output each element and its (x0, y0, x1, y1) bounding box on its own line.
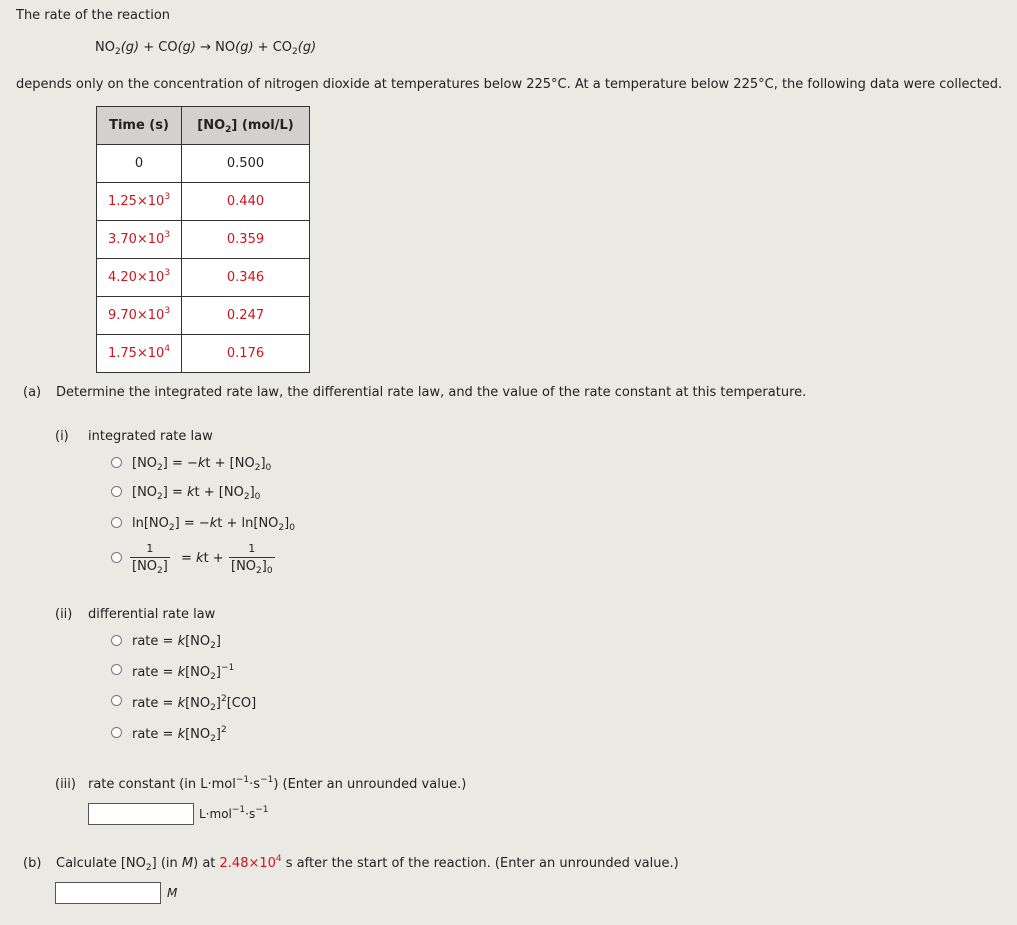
option-rate-first-order[interactable]: rate = $k[NO_2]$ (132, 634, 221, 651)
part-a-label: (a) (23, 385, 42, 400)
conc-cell: 0.346 (182, 259, 310, 297)
time-cell: $1.25\times 10^3$ (97, 183, 182, 221)
radio-rate-negative-first[interactable] (111, 664, 122, 675)
reaction-equation: $NO_2(g) + CO(g) \to NO(g) + CO_2(g)$ (95, 40, 317, 57)
table-row (97, 259, 310, 297)
table-row (97, 221, 310, 259)
option-integrated-positive-kt[interactable]: $[NO_2]$ = kt + $[NO_2]_0$ (132, 485, 261, 502)
table-row (97, 297, 310, 335)
time-cell: $9.70\times 10^3$ (97, 297, 182, 335)
conc-cell: 0.247 (182, 297, 310, 335)
table-row (97, 183, 310, 221)
table-row (97, 145, 310, 183)
time-cell: $3.70\times 10^3$ (97, 221, 182, 259)
radio-rate-first-order[interactable] (111, 635, 122, 646)
option-rate-second-order[interactable]: rate = $k[NO_2]^2$ (132, 725, 227, 744)
option-integrated-first-order[interactable]: $\ln[NO_2] = -kt + \ln[NO_2]_0$ (132, 516, 295, 533)
part-i-text: integrated rate law (88, 429, 213, 444)
fraction-inverse-initial-conc[interactable]: 1 $[NO_2]_0$ (231, 542, 273, 576)
conc-cell: 0.440 (182, 183, 310, 221)
description-text: depends only on the concentration of nitrogen dioxide at temperatures below 225°C. At a temperature below 225°C, the following data were collected. (16, 77, 1003, 92)
option-rate-negative-first[interactable]: rate = $k[NO_2]^{-1}$ (132, 663, 235, 682)
part-i-label: (i) (55, 429, 69, 444)
part-ii-label: (ii) (55, 607, 73, 622)
rate-constant-input[interactable] (88, 803, 194, 825)
time-cell: $4.20\times 10^3$ (97, 259, 182, 297)
radio-integrated-second-order[interactable] (111, 552, 122, 563)
concentration-unit: M (167, 886, 178, 900)
radio-rate-second-order[interactable] (111, 727, 122, 738)
table-header-row (97, 107, 310, 145)
table-row (97, 335, 310, 373)
rate-constant-unit: $L\cdot mol^{-1}\cdot s^{-1}$ (199, 805, 269, 821)
fraction-inverse-conc[interactable]: 1 $[NO_2]$ (132, 542, 168, 576)
header-time: Time (s) (97, 107, 182, 145)
conc-cell: 0.500 (182, 145, 310, 183)
time-cell: $1.75\times 10^4$ (97, 335, 182, 373)
intro-text: The rate of the reaction (16, 8, 171, 23)
equals-kt-plus[interactable]: = kt + (181, 551, 224, 566)
part-iii-label: (iii) (55, 777, 76, 792)
radio-integrated-positive-kt[interactable] (111, 486, 122, 497)
time-cell: 0 (97, 145, 182, 183)
part-iii-text: rate constant (in $L\cdot mol^{-1}\cdot s^{-1}$) (Enter an unrounded value.) (88, 775, 467, 792)
radio-integrated-first-order[interactable] (111, 517, 122, 528)
radio-rate-second-order-co[interactable] (111, 695, 122, 706)
concentration-input[interactable] (55, 882, 161, 904)
part-a-text: Determine the integrated rate law, the differential rate law, and the value of the rate constant at this temperature. (56, 385, 807, 400)
radio-integrated-zero-order[interactable] (111, 457, 122, 468)
option-integrated-zero-order[interactable]: $[NO_2] = -kt + [NO_2]_0$ (132, 456, 272, 473)
conc-cell: 0.359 (182, 221, 310, 259)
data-table (96, 106, 310, 373)
part-ii-text: differential rate law (88, 607, 216, 622)
part-b-text: Calculate $[NO_2]$ (in M) at $2.48\times 10^4$ s after the start of the reaction. (Enter an unrounded value.) (56, 854, 679, 873)
conc-cell: 0.176 (182, 335, 310, 373)
option-rate-second-order-co[interactable]: rate = $k[NO_2]^2[CO]$ (132, 694, 257, 713)
header-concentration: $[NO_2]$ (mol/L) (182, 107, 310, 145)
part-b-label: (b) (23, 856, 42, 871)
